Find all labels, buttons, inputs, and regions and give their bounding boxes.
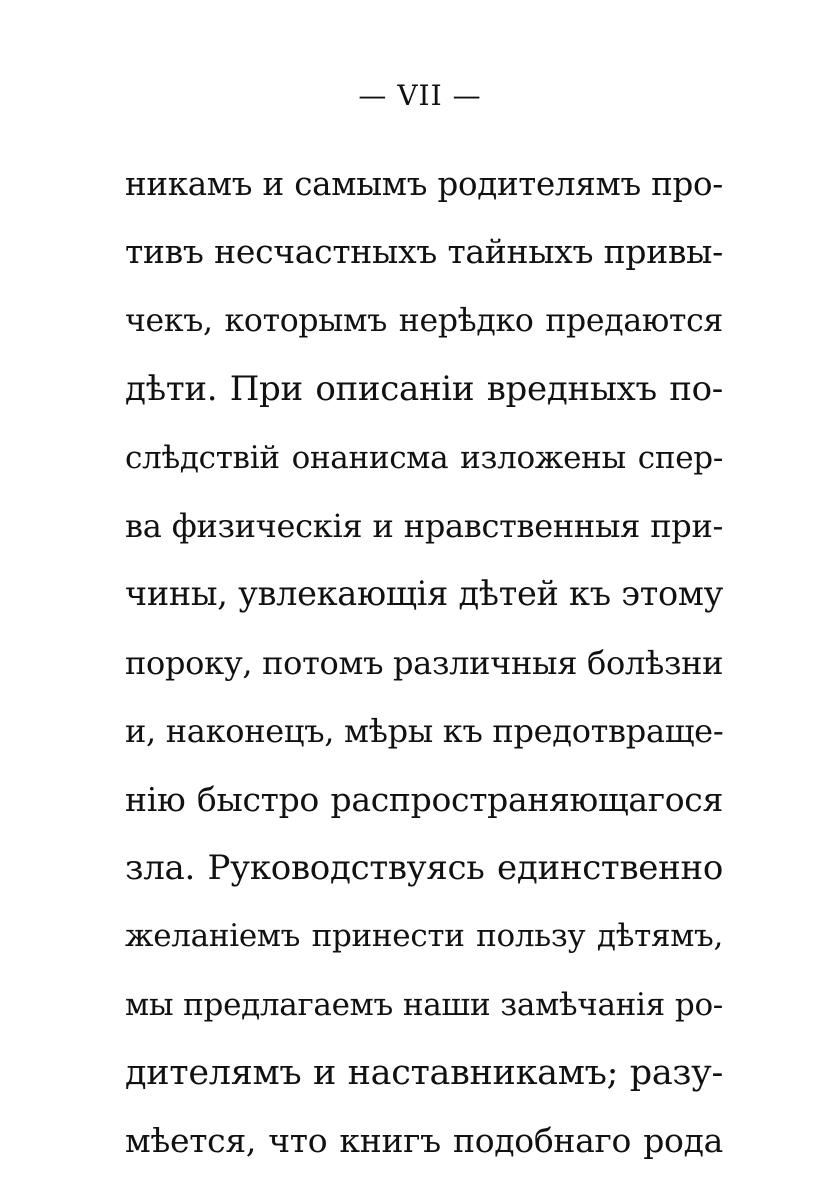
text-line-9: и, наконецъ, мѣры къ предотвраще- [125, 712, 723, 751]
text-line-7: чины, увлекающія дѣтей къ этому [125, 574, 723, 614]
text-line-12: желаніемъ принести пользу дѣтямъ, [125, 918, 723, 955]
text-line-14: дителямъ и наставникамъ; разу- [125, 1053, 723, 1094]
text-line-6: ва физическія и нравственныя при- [125, 506, 723, 545]
text-line-4: дѣти. При описаніи вредныхъ по- [125, 369, 723, 410]
text-line-13: мы предлагаемъ наши замѣчанія ро- [125, 986, 723, 1023]
text-line-15: мѣется, что книгъ подобнаго рода [125, 1121, 723, 1161]
text-line-11: зла. Руководствуясь единственно [125, 847, 723, 888]
text-line-5: слѣдствій онанисма изложены спер- [125, 439, 723, 476]
text-line-10: нію быстро распространяющагося [125, 779, 723, 819]
text-line-3: чекъ, которымъ нерѣдко предаются [125, 302, 723, 339]
body-text [125, 150, 723, 1176]
page-number-header: — VII — [358, 79, 482, 112]
text-line-1: никамъ и самымъ родителямъ про- [125, 165, 723, 203]
text-line-2: тивъ несчастныхъ тайныхъ привы- [125, 232, 723, 272]
text-line-8: пороку, потомъ различныя болѣзни [125, 643, 723, 682]
